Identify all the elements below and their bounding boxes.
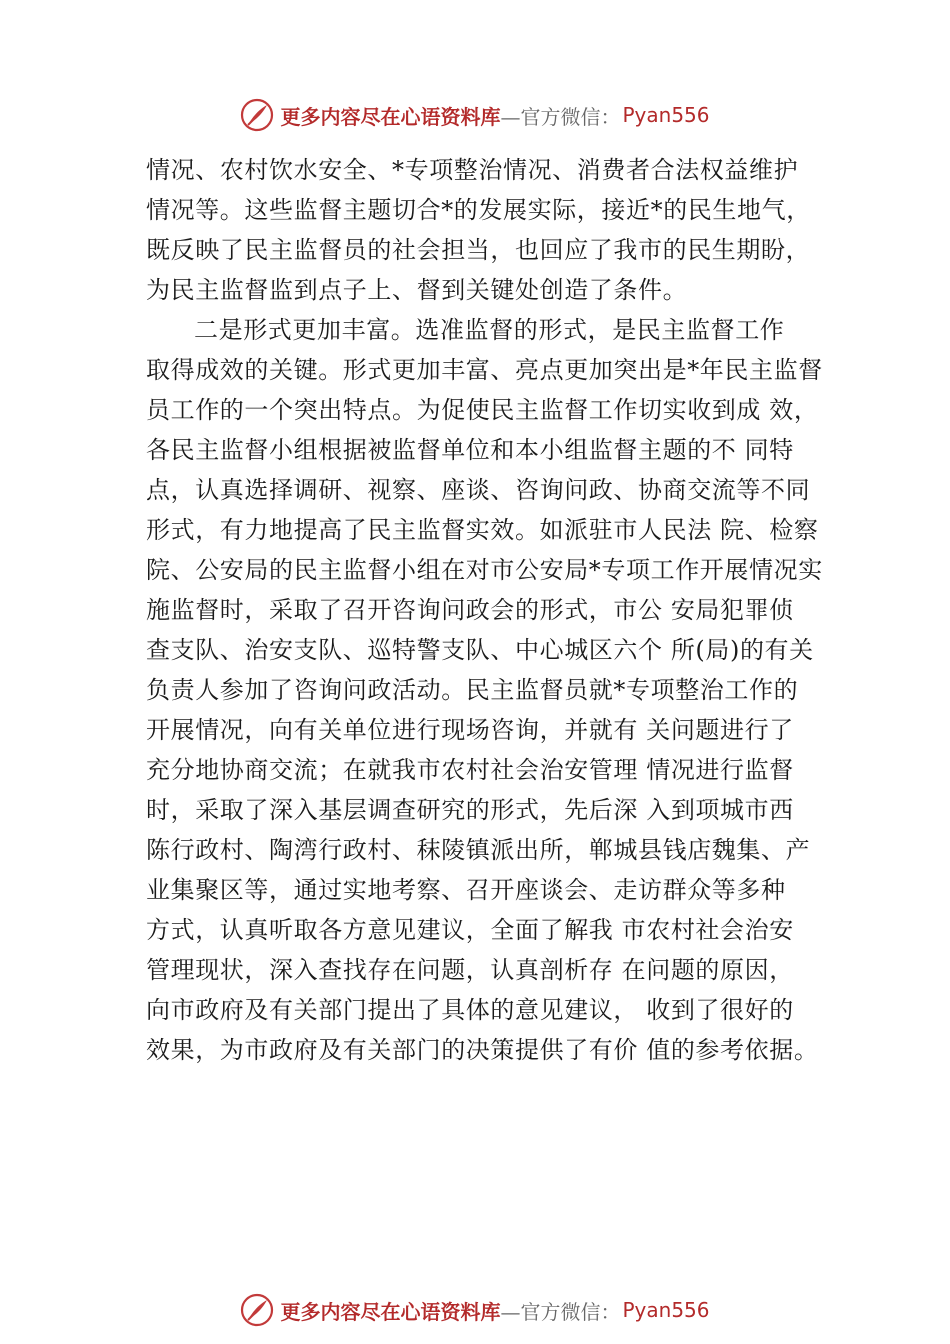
text-line: 施监督时，采取了召开咨询问政会的形式，市公 安局犯罪侦 <box>146 596 794 624</box>
text-line: 情况、农村饮水安全、*专项整治情况、消费者合法权益维护 <box>146 156 799 184</box>
header-watermark <box>0 95 950 135</box>
text-line: 向市政府及有关部门提出了具体的意见建议， 收到了很好的 <box>146 996 794 1024</box>
text-line: 员工作的一个突出特点。为促使民主监督工作切实收到成 效， <box>146 396 819 424</box>
text-line: 点，认真选择调研、视察、座谈、咨询问政、协商交流等不同 <box>146 476 811 504</box>
text-line: 负责人参加了咨询问政活动。民主监督员就*专项整治工作的 <box>146 676 799 704</box>
text-line: 为民主监督监到点子上、督到关键处创造了条件。 <box>146 276 688 304</box>
footer-wechat-id: Pyan556 <box>622 1298 710 1322</box>
header-wechat-id: Pyan556 <box>622 103 710 127</box>
footer-watermark <box>0 1290 950 1330</box>
header-brand: 更多内容尽在心语资料库 <box>280 104 501 129</box>
text-line: 方式，认真听取各方意见建议，全面了解我 市农村社会治安 <box>146 916 794 944</box>
text-line: 形式，有力地提高了民主监督实效。如派驻市人民法 院、检察 <box>146 516 819 544</box>
footer-separator: —官方微信： <box>500 1299 621 1324</box>
footer-brand: 更多内容尽在心语资料库 <box>280 1299 501 1324</box>
text-line: 取得成效的关键。形式更加丰富、亮点更加突出是*年民主监督 <box>146 356 823 384</box>
text-line: 陈行政村、陶湾行政村、秣陵镇派出所，郸城县钱店魏集、产 <box>146 836 811 864</box>
quill-pen-logo-icon <box>240 98 274 132</box>
text-line: 业集聚区等，通过实地考察、召开座谈会、走访群众等多种 <box>146 876 786 904</box>
paragraph-first-line: 二是形式更加丰富。选准监督的形式，是民主监督工作 <box>194 316 785 344</box>
text-line: 院、公安局的民主监督小组在对市公安局*专项工作开展情况实 <box>146 556 823 584</box>
quill-pen-logo-icon <box>240 1293 274 1327</box>
text-line: 开展情况，向有关单位进行现场咨询，并就有 关问题进行了 <box>146 716 794 744</box>
text-line: 查支队、治安支队、巡特警支队、中心城区六个 所(局)的有关 <box>146 636 814 664</box>
text-line: 充分地协商交流；在就我市农村社会治安管理 情况进行监督 <box>146 756 794 784</box>
text-line: 既反映了民主监督员的社会担当，也回应了我市的民生期盼， <box>146 236 811 264</box>
text-line: 时，采取了深入基层调查研究的形式，先后深 入到项城市西 <box>146 796 794 824</box>
header-separator: —官方微信： <box>500 104 621 129</box>
text-line: 效果，为市政府及有关部门的决策提供了有价 值的参考依据。 <box>146 1036 819 1064</box>
document-body <box>146 150 836 1070</box>
text-line: 各民主监督小组根据被监督单位和本小组监督主题的不 同特 <box>146 436 794 464</box>
text-line: 情况等。这些监督主题切合*的发展实际，接近*的民生地气， <box>146 196 811 224</box>
text-line: 管理现状，深入查找存在问题，认真剖析存 在问题的原因， <box>146 956 794 984</box>
